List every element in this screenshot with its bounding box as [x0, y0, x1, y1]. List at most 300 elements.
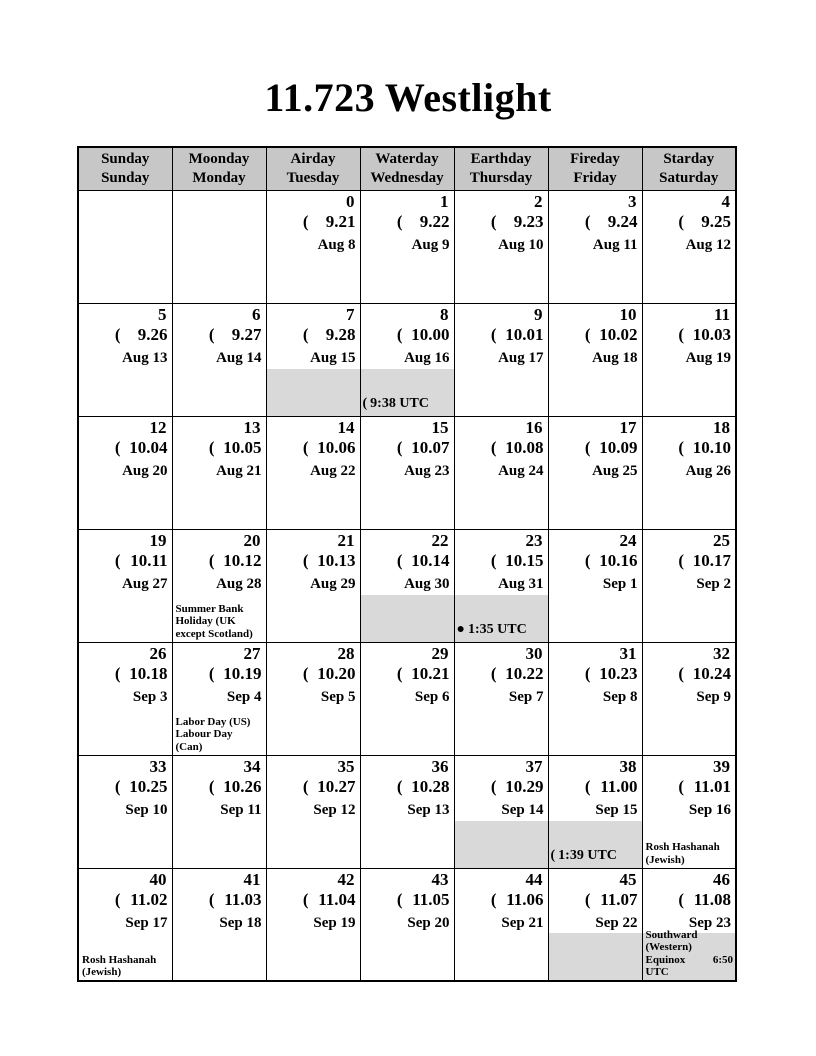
day-cell — [548, 868, 642, 981]
moon-age — [643, 212, 736, 232]
moon-age-value: 10.09 — [599, 437, 638, 457]
moon-age-value: 10.01 — [505, 324, 544, 344]
day-cell — [548, 190, 642, 303]
moon-age — [173, 777, 266, 797]
moon-age — [267, 890, 360, 910]
weekday-name-line2: Tuesday — [286, 169, 340, 186]
moon-age — [79, 890, 172, 910]
calendar-day-number: 7 — [346, 304, 355, 324]
moon-phase-icon: ( — [362, 395, 368, 411]
day-cell — [360, 190, 454, 303]
moon-age — [267, 664, 360, 684]
calendar-day-number: 24 — [619, 530, 637, 550]
moon-age-value: 10.26 — [223, 776, 262, 796]
moon-age-value: 11.05 — [412, 889, 450, 909]
week-row — [78, 303, 736, 416]
crescent-moon-icon: ( — [302, 889, 309, 909]
moon-age — [173, 890, 266, 910]
day-cell — [266, 303, 360, 416]
moon-age — [361, 777, 454, 797]
moon-age-value: 10.25 — [129, 776, 168, 796]
calendar-day-number: 27 — [243, 643, 261, 663]
crescent-moon-icon: ( — [396, 211, 403, 231]
gregorian-date: Aug 20 — [122, 462, 168, 479]
crescent-moon-icon: ( — [490, 437, 497, 457]
gregorian-date: Aug 30 — [404, 575, 450, 592]
gregorian-date: Aug 10 — [498, 236, 544, 253]
moon-age — [267, 212, 360, 232]
day-cell — [454, 529, 548, 642]
gregorian-date: Aug 12 — [685, 236, 731, 253]
moon-age-value: 10.10 — [692, 437, 731, 457]
calendar-day-number: 46 — [713, 869, 730, 889]
weekday-header — [266, 147, 360, 190]
moon-age-value: 9.23 — [513, 211, 544, 231]
crescent-moon-icon: ( — [678, 211, 684, 231]
week-row — [78, 868, 736, 981]
gregorian-date: Sep 7 — [508, 688, 544, 705]
crescent-moon-icon: ( — [678, 663, 684, 683]
moon-age-value: 10.19 — [223, 663, 262, 683]
crescent-moon-icon: ( — [396, 324, 403, 344]
day-cell — [266, 642, 360, 755]
holiday-note — [176, 603, 264, 641]
equinox-note — [646, 929, 734, 979]
crescent-moon-icon: ( — [396, 663, 403, 683]
calendar-day-number: 38 — [619, 756, 637, 776]
gregorian-date: Sep 16 — [688, 801, 731, 818]
gregorian-date: Aug 25 — [592, 462, 638, 479]
moon-age — [173, 551, 266, 571]
calendar-day-number: 36 — [431, 756, 449, 776]
moon-age — [549, 325, 642, 345]
crescent-moon-icon: ( — [584, 776, 591, 796]
moon-age — [79, 438, 172, 458]
day-cell — [454, 303, 548, 416]
gregorian-date: Sep 8 — [602, 688, 638, 705]
moon-phase-shade — [549, 933, 642, 980]
day-cell — [548, 303, 642, 416]
moon-age — [549, 664, 642, 684]
gregorian-date: Sep 12 — [313, 801, 356, 818]
gregorian-date: Aug 23 — [404, 462, 450, 479]
weekday-header — [548, 147, 642, 190]
moon-age — [643, 438, 736, 458]
moon-age-value: 9.28 — [325, 324, 356, 344]
moon-age-value: 9.21 — [325, 211, 356, 231]
day-cell — [360, 755, 454, 868]
day-cell — [78, 416, 172, 529]
moon-age — [549, 551, 642, 571]
equinox-note-line: Equinox 6:50 — [645, 953, 733, 966]
gregorian-date: Aug 13 — [122, 349, 168, 366]
moon-age-value: 9.25 — [701, 211, 731, 231]
gregorian-date: Sep 20 — [407, 914, 450, 931]
day-cell — [360, 868, 454, 981]
gregorian-date: Aug 28 — [216, 575, 262, 592]
day-cell — [172, 755, 266, 868]
moon-age-value: 9.24 — [607, 211, 638, 231]
calendar-day-number: 5 — [158, 304, 167, 324]
crescent-moon-icon: ( — [584, 889, 591, 909]
moon-age-value: 11.06 — [506, 889, 544, 909]
crescent-moon-icon: ( — [584, 437, 591, 457]
holiday-note — [176, 716, 264, 754]
moon-age-value: 10.17 — [692, 550, 731, 570]
moon-age-value: 10.15 — [505, 550, 544, 570]
holiday-note-line: (Can) — [175, 740, 203, 753]
calendar-day-number: 3 — [628, 191, 637, 211]
crescent-moon-icon: ( — [584, 663, 591, 683]
gregorian-date: Aug 31 — [498, 575, 544, 592]
gregorian-date: Sep 13 — [407, 801, 450, 818]
weekday-name-line2: Monday — [192, 169, 246, 186]
day-cell — [548, 755, 642, 868]
moon-age — [643, 551, 736, 571]
calendar-day-number: 43 — [431, 869, 449, 889]
weekday-name-line1: Moonday — [188, 150, 250, 167]
day-cell — [172, 303, 266, 416]
moon-age-value: 11.02 — [130, 889, 168, 909]
weekday-name-line2: Saturday — [659, 169, 719, 186]
moon-age — [643, 777, 736, 797]
moon-age — [173, 325, 266, 345]
gregorian-date: Sep 21 — [501, 914, 544, 931]
crescent-moon-icon: ( — [302, 437, 309, 457]
moon-age — [267, 325, 360, 345]
calendar-day-number: 13 — [243, 417, 261, 437]
calendar-day-number: 22 — [431, 530, 449, 550]
crescent-moon-icon: ( — [490, 889, 497, 909]
crescent-moon-icon: ( — [208, 324, 215, 344]
gregorian-date: Sep 14 — [501, 801, 544, 818]
moon-age — [267, 777, 360, 797]
moon-age-value: 10.28 — [411, 776, 450, 796]
calendar-day-number: 12 — [149, 417, 167, 437]
weekday-header — [454, 147, 548, 190]
moon-age — [79, 325, 172, 345]
calendar-day-number: 45 — [619, 869, 637, 889]
calendar-day-number: 9 — [534, 304, 543, 324]
empty-day-cell — [78, 190, 172, 303]
week-row — [78, 755, 736, 868]
moon-age-value: 10.11 — [130, 550, 168, 570]
moon-phase-time: 1:35 UTC — [467, 621, 527, 637]
holiday-note — [646, 841, 734, 866]
crescent-moon-icon: ( — [114, 776, 121, 796]
crescent-moon-icon: ( — [302, 211, 309, 231]
holiday-note-line: (Jewish) — [82, 966, 122, 979]
day-cell — [78, 868, 172, 981]
moon-age — [361, 664, 454, 684]
weekday-name-line1: Fireday — [570, 150, 620, 167]
moon-phase-shade — [455, 821, 548, 868]
moon-age-value: 10.27 — [317, 776, 356, 796]
moon-age-value: 11.00 — [600, 776, 638, 796]
day-cell — [266, 190, 360, 303]
calendar-day-number: 34 — [243, 756, 261, 776]
calendar-day-number: 16 — [525, 417, 543, 437]
holiday-note-line: except Scotland) — [175, 627, 253, 640]
crescent-moon-icon: ( — [678, 776, 684, 796]
moon-age — [549, 212, 642, 232]
calendar-day-number: 1 — [440, 191, 449, 211]
weekday-header — [78, 147, 172, 190]
moon-age — [361, 212, 454, 232]
moon-phase-time: 1:39 UTC — [558, 847, 617, 863]
gregorian-date: Aug 22 — [310, 462, 356, 479]
calendar-day-number: 42 — [337, 869, 355, 889]
day-cell — [548, 416, 642, 529]
holiday-note-line: Rosh Hashanah — [645, 841, 720, 854]
crescent-moon-icon: ( — [678, 889, 684, 909]
calendar-day-number: 8 — [440, 304, 449, 324]
crescent-moon-icon: ( — [678, 324, 684, 344]
moon-age-value: 9.22 — [419, 211, 450, 231]
gregorian-date: Sep 10 — [125, 801, 168, 818]
day-cell — [454, 755, 548, 868]
calendar-day-number: 30 — [525, 643, 543, 663]
equinox-note-line: (Western) — [645, 941, 692, 954]
moon-age-value: 11.07 — [600, 889, 638, 909]
crescent-moon-icon: ( — [302, 663, 309, 683]
gregorian-date: Aug 24 — [498, 462, 544, 479]
weekday-name-line2: Wednesday — [370, 169, 444, 186]
gregorian-date: Sep 3 — [132, 688, 168, 705]
crescent-moon-icon: ( — [490, 550, 497, 570]
day-cell — [78, 303, 172, 416]
moon-age — [267, 551, 360, 571]
calendar-day-number: 4 — [721, 191, 730, 211]
holiday-note-line: (Jewish) — [645, 853, 685, 866]
moon-age — [455, 890, 548, 910]
day-cell — [360, 642, 454, 755]
moon-age-value: 10.22 — [505, 663, 544, 683]
moon-age-value: 11.08 — [693, 889, 731, 909]
crescent-moon-icon: ( — [208, 889, 215, 909]
moon-age-value: 10.14 — [411, 550, 450, 570]
holiday-note-line: Labor Day (US) — [175, 715, 251, 728]
day-cell — [360, 416, 454, 529]
gregorian-date: Sep 19 — [313, 914, 356, 931]
day-cell — [172, 868, 266, 981]
moon-age — [173, 664, 266, 684]
gregorian-date: Aug 26 — [685, 462, 731, 479]
weekday-name-line2: Thursday — [469, 169, 533, 186]
day-cell — [266, 416, 360, 529]
crescent-moon-icon: ( — [114, 550, 121, 570]
week-row — [78, 642, 736, 755]
crescent-moon-icon: ( — [490, 776, 497, 796]
crescent-moon-icon: ( — [114, 663, 121, 683]
calendar-day-number: 23 — [525, 530, 543, 550]
gregorian-date: Sep 15 — [595, 801, 638, 818]
calendar-day-number: 15 — [431, 417, 449, 437]
gregorian-date: Sep 2 — [696, 575, 731, 592]
day-cell — [642, 642, 736, 755]
moon-age — [361, 890, 454, 910]
crescent-moon-icon: ( — [584, 211, 591, 231]
moon-age-value: 11.01 — [693, 776, 731, 796]
holiday-note — [82, 954, 170, 979]
calendar-day-number: 26 — [149, 643, 167, 663]
gregorian-date: Aug 18 — [592, 349, 638, 366]
weekday-header — [360, 147, 454, 190]
gregorian-date: Aug 29 — [310, 575, 356, 592]
calendar-day-number: 2 — [534, 191, 543, 211]
calendar-day-number: 44 — [525, 869, 543, 889]
moon-age-value: 10.16 — [599, 550, 638, 570]
gregorian-date: Sep 5 — [320, 688, 356, 705]
moon-age-value: 10.12 — [223, 550, 262, 570]
gregorian-date: Aug 16 — [404, 349, 450, 366]
crescent-moon-icon: ( — [396, 889, 403, 909]
calendar-day-number: 11 — [713, 304, 730, 324]
day-cell — [642, 416, 736, 529]
week-row — [78, 190, 736, 303]
calendar-body — [78, 190, 736, 981]
gregorian-date: Aug 21 — [216, 462, 262, 479]
calendar-day-number: 21 — [337, 530, 355, 550]
day-cell — [266, 755, 360, 868]
moon-phase-shade — [267, 369, 360, 416]
day-cell — [266, 868, 360, 981]
gregorian-date: Aug 15 — [310, 349, 356, 366]
moon-age — [455, 777, 548, 797]
day-cell — [642, 190, 736, 303]
moon-age-value: 10.07 — [411, 437, 450, 457]
moon-age — [643, 890, 736, 910]
weekday-name-line1: Earthday — [470, 150, 532, 167]
crescent-moon-icon: ( — [302, 324, 309, 344]
calendar-day-number: 19 — [149, 530, 167, 550]
calendar-day-number: 37 — [525, 756, 543, 776]
moon-age-value: 10.06 — [317, 437, 356, 457]
moon-age-value: 10.03 — [692, 324, 731, 344]
moon-age-value: 10.24 — [692, 663, 731, 683]
crescent-moon-icon: ( — [114, 437, 121, 457]
moon-age — [549, 438, 642, 458]
weekday-header-row — [78, 147, 736, 190]
moon-phase-time: 9:38 UTC — [370, 395, 429, 411]
moon-phase-time-note — [457, 622, 527, 638]
gregorian-date: Sep 1 — [602, 575, 638, 592]
weekday-header — [172, 147, 266, 190]
moon-phase-time-note — [551, 848, 617, 864]
gregorian-date: Sep 17 — [125, 914, 168, 931]
calendar-day-number: 35 — [337, 756, 355, 776]
equinox-note-line: Southward — [645, 928, 698, 941]
week-row — [78, 416, 736, 529]
gregorian-date: Sep 22 — [595, 914, 638, 931]
day-cell — [454, 868, 548, 981]
calendar-day-number: 40 — [149, 869, 167, 889]
moon-age — [361, 325, 454, 345]
crescent-moon-icon: ( — [302, 550, 309, 570]
gregorian-date: Aug 9 — [411, 236, 450, 253]
crescent-moon-icon: ( — [208, 437, 215, 457]
empty-day-cell — [172, 190, 266, 303]
moon-age-value: 10.23 — [599, 663, 638, 683]
calendar-day-number: 10 — [619, 304, 637, 324]
day-cell — [454, 416, 548, 529]
day-cell — [454, 642, 548, 755]
gregorian-date: Sep 9 — [696, 688, 731, 705]
day-cell — [78, 642, 172, 755]
day-cell — [454, 190, 548, 303]
moon-age — [549, 890, 642, 910]
calendar-day-number: 33 — [149, 756, 167, 776]
crescent-moon-icon: ( — [490, 324, 497, 344]
calendar-day-number: 28 — [337, 643, 355, 663]
crescent-moon-icon: ( — [678, 550, 684, 570]
moon-phase-shade — [361, 595, 454, 642]
equinox-note-line: UTC — [645, 966, 669, 979]
weekday-name-line2: Sunday — [101, 169, 150, 186]
holiday-note-line: Holiday (UK — [175, 615, 236, 628]
crescent-moon-icon: ( — [678, 437, 684, 457]
day-cell — [548, 529, 642, 642]
gregorian-date: Sep 6 — [414, 688, 450, 705]
crescent-moon-icon: ( — [208, 663, 215, 683]
crescent-moon-icon: ( — [396, 437, 403, 457]
week-row — [78, 529, 736, 642]
crescent-moon-icon: ( — [490, 211, 497, 231]
day-cell — [360, 529, 454, 642]
gregorian-date: Aug 8 — [317, 236, 356, 253]
moon-age-value: 10.02 — [599, 324, 638, 344]
crescent-moon-icon: ( — [490, 663, 497, 683]
day-cell — [548, 642, 642, 755]
calendar-day-number: 18 — [713, 417, 730, 437]
calendar-day-number: 0 — [346, 191, 355, 211]
gregorian-date: Sep 4 — [226, 688, 262, 705]
moon-phase-time-note — [363, 396, 429, 412]
gregorian-date: Sep 23 — [688, 914, 731, 931]
moon-age — [361, 438, 454, 458]
day-cell — [78, 755, 172, 868]
moon-age — [455, 212, 548, 232]
calendar-day-number: 31 — [619, 643, 637, 663]
moon-age-value: 10.08 — [505, 437, 544, 457]
gregorian-date: Aug 11 — [592, 236, 638, 253]
crescent-moon-icon: ( — [584, 550, 591, 570]
moon-age-value: 10.18 — [129, 663, 168, 683]
gregorian-date: Aug 19 — [685, 349, 731, 366]
weekday-name-line2: Friday — [573, 169, 617, 186]
holiday-note-line: Labour Day — [175, 728, 233, 741]
moon-age — [455, 325, 548, 345]
moon-age — [79, 551, 172, 571]
moon-age — [643, 325, 736, 345]
day-cell — [642, 529, 736, 642]
day-cell — [642, 303, 736, 416]
gregorian-date: Sep 18 — [219, 914, 262, 931]
moon-age — [455, 551, 548, 571]
moon-age-value: 10.21 — [411, 663, 450, 683]
moon-age — [173, 438, 266, 458]
day-cell — [172, 529, 266, 642]
calendar-table — [77, 146, 737, 982]
crescent-moon-icon: ( — [114, 889, 121, 909]
moon-phase-icon: ( — [550, 847, 556, 863]
moon-age-value: 10.29 — [505, 776, 544, 796]
moon-phase-icon: ● — [456, 621, 465, 637]
crescent-moon-icon: ( — [396, 550, 403, 570]
calendar-day-number: 29 — [431, 643, 449, 663]
calendar-day-number: 6 — [252, 304, 261, 324]
crescent-moon-icon: ( — [208, 776, 215, 796]
